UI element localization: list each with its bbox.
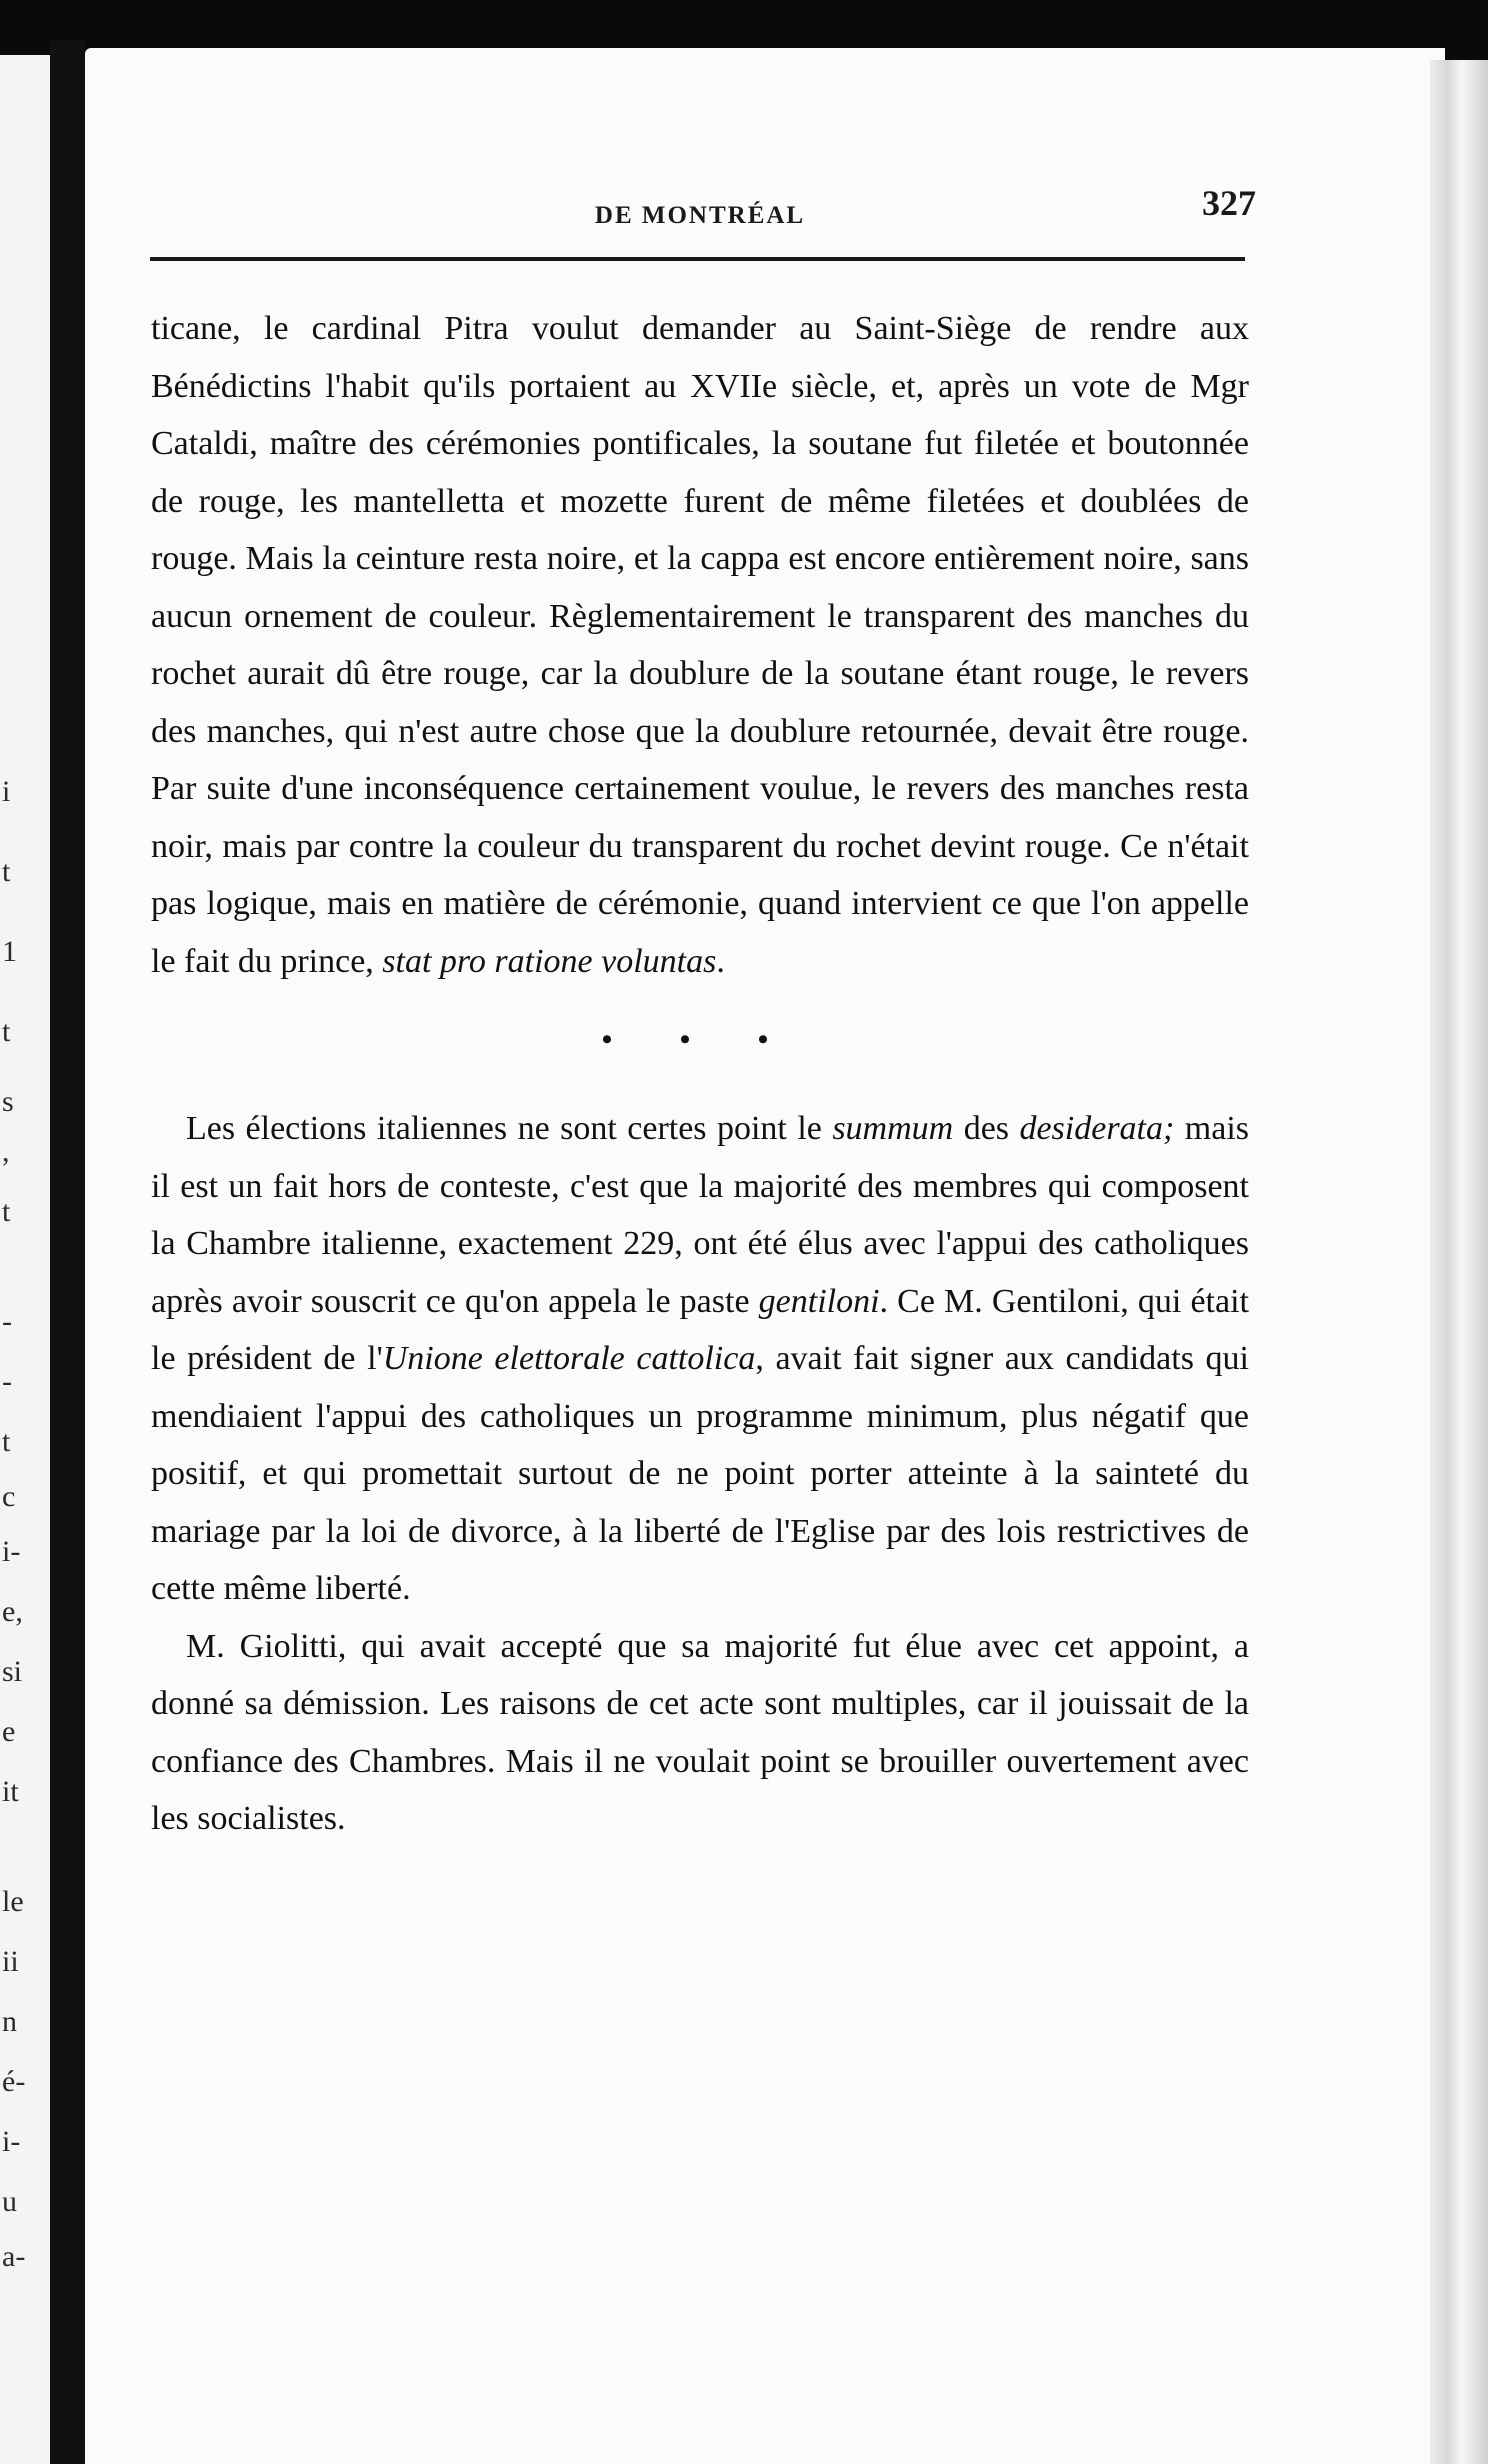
text-run: . Ce M. Gentiloni, qui était le président de l' — [151, 1282, 1249, 1377]
text-run: . — [716, 942, 725, 980]
text-run: des — [953, 1110, 1020, 1147]
margin-fragment: u — [2, 2185, 17, 2218]
margin-fragment: é- — [2, 2065, 26, 2098]
italic-text: Unione elettorale cattolica — [382, 1340, 756, 1377]
header-rule — [150, 257, 1245, 261]
page-body — [151, 300, 1249, 1848]
margin-fragment: t — [2, 1195, 11, 1228]
text-run: Les élections italiennes ne sont certes point le — [186, 1110, 833, 1147]
margin-fragment: i — [2, 775, 11, 808]
section-separator: • • • — [601, 1023, 799, 1056]
margin-fragment: a- — [2, 2240, 26, 2273]
page-edge — [1430, 60, 1488, 2464]
margin-fragment: le — [2, 1885, 24, 1918]
page-header — [150, 182, 1256, 262]
margin-fragment: t — [2, 1015, 11, 1048]
margin-fragment: - — [2, 1305, 12, 1338]
body-paragraphs-bottom — [151, 1100, 1249, 1848]
margin-fragment: c — [2, 1480, 16, 1513]
text-run: ticane, le cardinal Pitra voulut demander au Saint-Siège de rendre aux Bénédictins l'habit qu'ils portaient au XVIIe siècle, et, après un vote de Mgr Cataldi, maître des cérémonies pontificales, la soutane fut filetée et boutonnée de rouge, les mantelletta et mozette furent de même filetées et doublées de rouge. Mais la ceinture resta noire, et la cappa est encore entièrement noire, sans aucun ornement de couleur. Règlementairement le transparent des manches du rochet aurait dû être rouge, car la doublure de la soutane étant rouge, le revers des manches, qui n'est autre chose que la doublure retournée, devait être rouge. Par suite d'une inconséquence certainement voulue, le revers des manches resta noir, mais par contre la couleur du transparent du rochet devint rouge. Ce n'était pas logique, mais en matière de cérémonie, quand intervient ce que l'on appelle le fait du prince, — [151, 310, 1249, 980]
text-run: , avait fait signer aux candidats qui mendiaient l'appui des catholiques un programme minimum, plus négatif que positif, et qui promettait surtout de ne point porter atteinte à la sainteté du mariage par la loi de divorce, à la liberté de l'Eglise par des lois restrictives de cette même liberté. — [151, 1340, 1249, 1607]
margin-fragment: it — [2, 1775, 19, 1808]
italic-text: desiderata; — [1019, 1110, 1175, 1147]
margin-fragment: si — [2, 1655, 23, 1688]
margin-fragment: t — [2, 1425, 11, 1458]
italic-text: stat pro ratione voluntas — [382, 942, 717, 980]
running-head: DE MONTRÉAL — [594, 202, 806, 229]
margin-fragment: - — [2, 1365, 12, 1398]
paragraph — [151, 300, 1249, 990]
text-run: mais il est un fait hors de conteste, c'est que la majorité des membres qui composent la Chambre italienne, exactement 229, ont été élus avec l'appui des catholiques après avoir souscrit ce qu'on appela le paste — [151, 1110, 1249, 1320]
margin-fragment: 1 — [2, 935, 17, 968]
book-gutter — [50, 40, 85, 2464]
margin-fragment: ii — [2, 1945, 19, 1978]
margin-fragment: i- — [2, 1535, 21, 1568]
margin-fragment: n — [2, 2005, 17, 2038]
margin-fragment: , — [2, 1135, 10, 1168]
margin-fragment: s — [2, 1085, 14, 1118]
text-run: M. Giolitti, qui avait accepté que sa majorité fut élue avec cet appoint, a donné sa démission. Les raisons de cet acte sont multiples, car il jouissait de la confiance des Chambres. Mais il ne voulait point se brouiller ouvertement avec les socialistes. — [151, 1627, 1249, 1837]
margin-fragment: t — [2, 855, 11, 888]
body-paragraphs-top — [151, 300, 1249, 990]
previous-page-margin-text — [0, 55, 50, 2464]
italic-text: gentiloni — [758, 1282, 880, 1320]
margin-fragment: e, — [2, 1595, 23, 1628]
paragraph — [151, 1100, 1249, 1618]
italic-text: summum — [832, 1110, 954, 1147]
previous-page-fragment — [0, 55, 50, 2464]
margin-fragment: i- — [2, 2125, 21, 2158]
margin-fragment: e — [2, 1715, 16, 1748]
paragraph — [151, 1618, 1249, 1848]
page-number: 327 — [1202, 183, 1256, 223]
